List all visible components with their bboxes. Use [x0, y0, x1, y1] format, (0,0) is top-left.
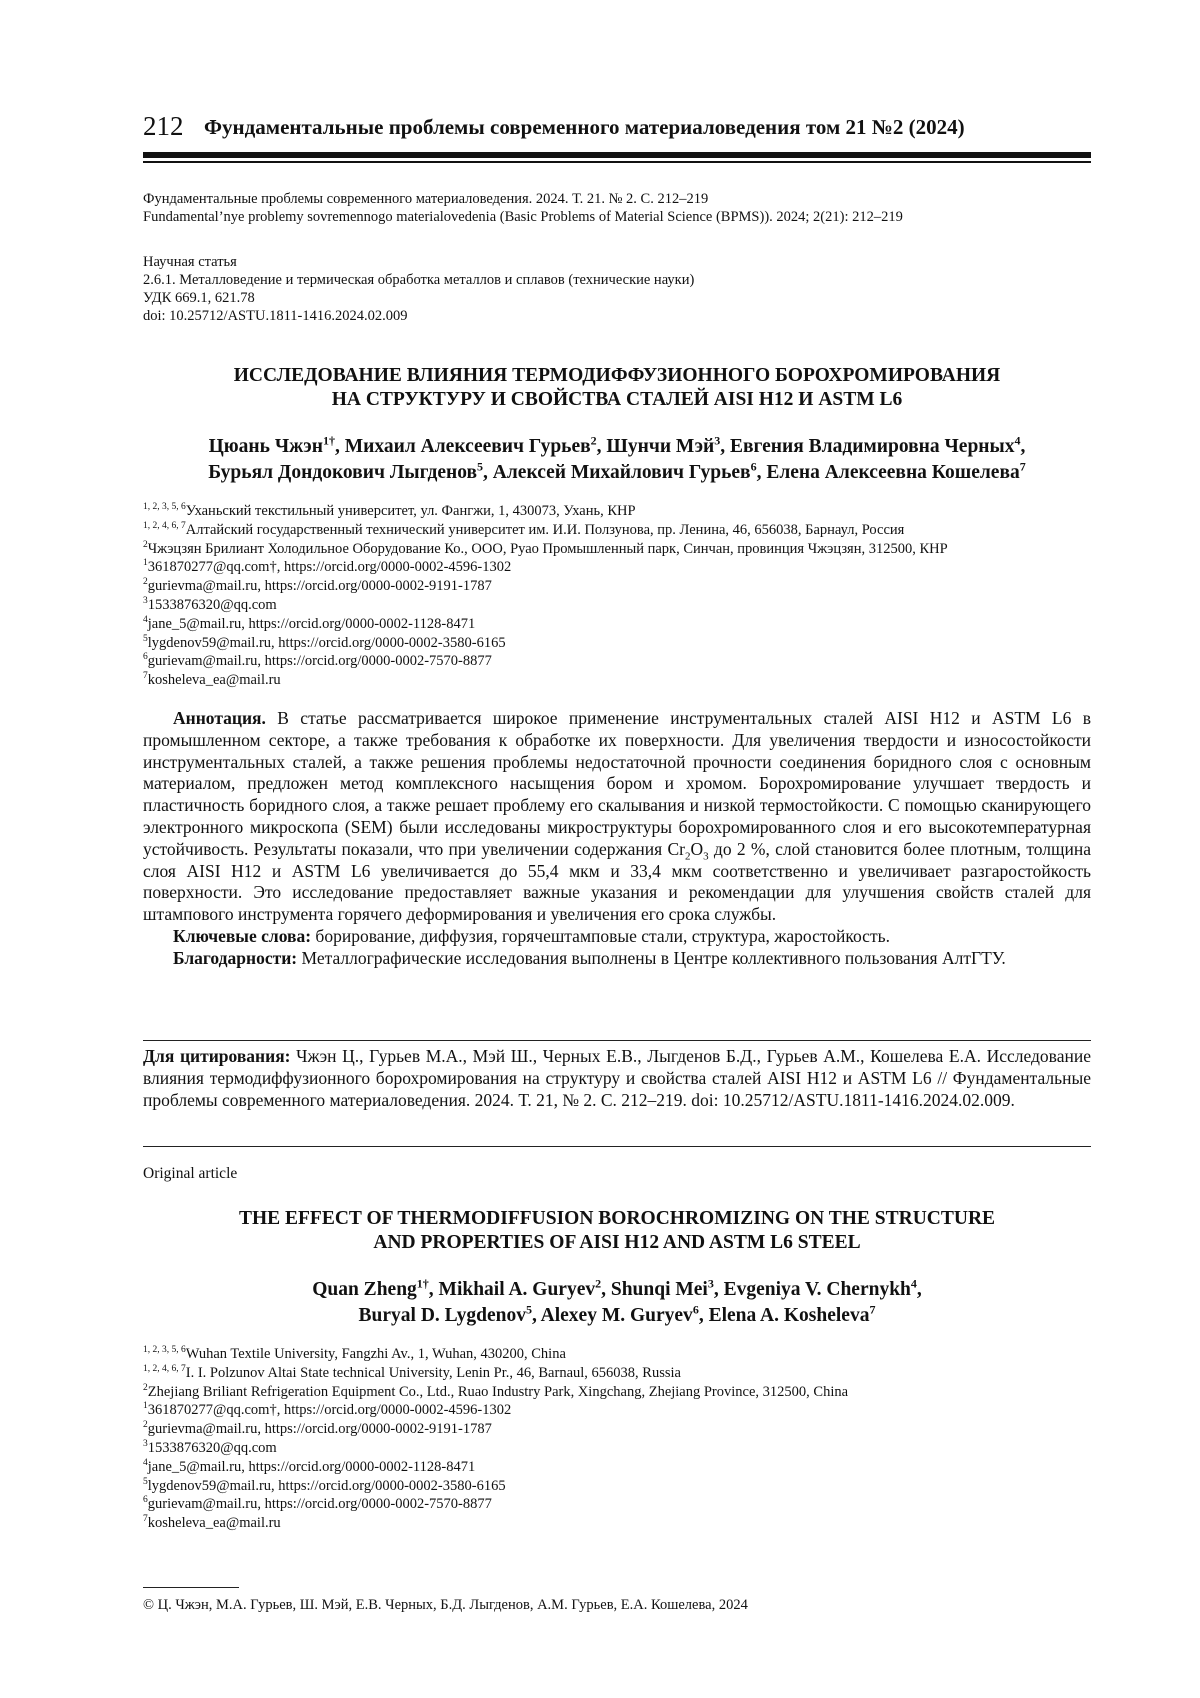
author-name: Alexey M. Guryev — [540, 1305, 693, 1326]
title-ru — [143, 364, 1091, 412]
author-name: Бурьял Дондокович Лыгденов — [208, 462, 478, 483]
contact-line: $^7$kosheleva_ea@mail.ru — [143, 1514, 281, 1532]
affiliation-line: $^{1, 2, 3, 5, 6}$Wuhan Textile University, Fangzhi Av., 1, Wuhan, 430200, China — [143, 1345, 566, 1362]
author-name: Цюань Чжэн — [208, 436, 323, 457]
citation-line-en: Fundamental’nye problemy sovremennogo materialovedenia (Basic Problems of Material Science (BPMS)). 2024; 2(21): 212–219 — [143, 209, 903, 225]
speciality-code: 2.6.1. Металловедение и термическая обработка металлов и сплавов (технические науки) — [143, 272, 695, 288]
author-sup: 6 — [750, 459, 757, 474]
contact-line: $^7$kosheleva_ea@mail.ru — [143, 671, 281, 689]
affiliation-line: $^{1, 2, 4, 6, 7}$I. I. Polzunov Altai State technical University, Lenin Pr., 46, Barnaul, 656038, Russia — [143, 1363, 681, 1381]
author-name: Evgeniya V. Chernykh — [723, 1279, 911, 1300]
article-type: Научная статья — [143, 254, 237, 270]
cite-rule-top — [143, 1040, 1091, 1041]
authors-en-line1: Quan Zheng$^{1\dagger}$, Mikhail A. Guryev$^2$, Shunqi Mei$^3$, Evgeniya V. Chernykh$^4$, — [312, 1276, 922, 1300]
authors-ru — [143, 434, 1091, 486]
author-sup: 6 — [692, 1302, 699, 1317]
author-sup: 5 — [477, 459, 484, 474]
contact-line: $^1$361870277@qq.com†, https://orcid.org/0000-0002-4596-1302 — [143, 558, 512, 576]
affiliations-ru — [143, 502, 1103, 690]
original-article-label: Original article — [143, 1165, 238, 1182]
author-name: Елена Алексеевна Кошелева — [766, 462, 1020, 483]
author-name: Mikhail A. Guryev — [438, 1279, 596, 1300]
contact-line: $^6$gurievam@mail.ru, https://orcid.org/0000-0002-7570-8877 — [143, 1495, 492, 1513]
abstract-section — [143, 708, 1091, 970]
contact-line: $^6$gurievam@mail.ru, https://orcid.org/0000-0002-7570-8877 — [143, 652, 492, 670]
author-name: Buryal D. Lygdenov — [358, 1305, 526, 1326]
author-sup: 3 — [707, 1276, 714, 1291]
author-sup: 3 — [714, 433, 721, 448]
title-en-line2: AND PROPERTIES OF AISI H12 AND ASTM L6 STEEL — [373, 1232, 861, 1253]
authors-ru-line2: Бурьял Дондокович Лыгденов$^5$, Алексей Михайлович Гурьев$^6$, Елена Алексеевна Кошелева$^7$ — [208, 459, 1026, 483]
contact-line: $^3$1533876320@qq.com — [143, 595, 277, 613]
keywords-label: Ключевые слова: — [173, 925, 312, 946]
author-name: Shunqi Mei — [610, 1279, 708, 1300]
copyright-notice: © Ц. Чжэн, М.А. Гурьев, Ш. Мэй, Е.В. Черных, Б.Д. Лыгденов, А.М. Гурьев, Е.А. Кошелева, 2024 — [143, 1597, 748, 1613]
title-ru-line1: ИССЛЕДОВАНИЕ ВЛИЯНИЯ ТЕРМОДИФФУЗИОННОГО БОРОХРОМИРОВАНИЯ — [233, 365, 1001, 386]
page-number: 212 — [143, 111, 184, 141]
author-sup: 1† — [322, 433, 335, 448]
abstract-label: Аннотация. — [173, 708, 266, 728]
citation-block — [143, 190, 1093, 226]
acknowledgements-label: Благодарности: — [173, 947, 298, 968]
cite-rule-bottom — [143, 1146, 1091, 1147]
affiliation-line: $^{1, 2, 3, 5, 6}$Уханьский текстильный университет, ул. Фангжи, 1, 430073, Ухань, КНР — [143, 502, 636, 519]
author-name: Шунчи Мэй — [606, 436, 715, 457]
keywords: Ключевые слова: борирование, диффузия, горячештамповые стали, структура, жаростойкость. — [173, 925, 890, 946]
affiliation-line: $^2$Чжэцзян Брилиант Холодильное Оборудование Ко., ООО, Руао Промышленный парк, Синчан, провинция Чжэцзян, 312500, КНР — [143, 539, 948, 557]
udc-code: УДК 669.1, 621.78 — [143, 290, 255, 306]
contact-line: $^5$lygdenov59@mail.ru, https://orcid.org/0000-0002-3580-6165 — [143, 1476, 506, 1494]
authors-en — [143, 1277, 1091, 1329]
author-sup: 4 — [1014, 433, 1021, 448]
contact-line: $^4$jane_5@mail.ru, https://orcid.org/0000-0002-1128-8471 — [143, 1457, 476, 1475]
header-rule-thin — [143, 161, 1091, 163]
author-sup: 5 — [525, 1302, 532, 1317]
footnote-rule — [143, 1587, 239, 1588]
acknowledgements: Благодарности: Металлографические исследования выполнены в Центре коллективного пользования АлтГТУ. — [173, 947, 1006, 968]
contact-line: $^5$lygdenov59@mail.ru, https://orcid.org/0000-0002-3580-6165 — [143, 633, 506, 651]
author-sup: 4 — [910, 1276, 917, 1291]
author-sup: 1† — [416, 1276, 429, 1291]
author-name: Quan Zheng — [312, 1279, 417, 1300]
author-sup: 7 — [869, 1302, 876, 1317]
header-rule-thick — [143, 152, 1091, 158]
authors-ru-line1: Цюань Чжэн$^{1\dagger}$, Михаил Алексеевич Гурьев$^2$, Шунчи Мэй$^3$, Евгения Владимировна Черных$^4$, — [208, 433, 1026, 457]
contact-line: $^1$361870277@qq.com†, https://orcid.org/0000-0002-4596-1302 — [143, 1401, 512, 1419]
affiliation-line: $^2$Zhejiang Briliant Refrigeration Equipment Co., Ltd., Ruao Industry Park, Xingchang, Zhejiang Province, 312500, China — [143, 1382, 849, 1400]
author-name: Евгения Владимировна Черных — [729, 436, 1015, 457]
author-sup: 2 — [590, 433, 597, 448]
title-en — [143, 1207, 1091, 1255]
article-meta — [143, 253, 1093, 325]
author-sup: 7 — [1019, 459, 1026, 474]
author-sup: 2 — [595, 1276, 602, 1291]
title-ru-line2: НА СТРУКТУРУ И СВОЙСТВА СТАЛЕЙ AISI H12 И ASTM L6 — [331, 389, 903, 410]
contact-line: $^3$1533876320@qq.com — [143, 1438, 277, 1456]
contact-line: $^2$gurievma@mail.ru, https://orcid.org/0000-0002-9191-1787 — [143, 577, 492, 595]
journal-title: Фундаментальные проблемы современного материаловедения том 21 №2 (2024) — [204, 115, 965, 139]
affiliations-en — [143, 1345, 1103, 1533]
how-to-cite-label: Для цитирования: — [143, 1046, 291, 1066]
authors-en-line2: Buryal D. Lygdenov$^5$, Alexey M. Guryev$^6$, Elena A. Kosheleva$^7$ — [358, 1302, 876, 1326]
abstract: Аннотация. В статье рассматривается широкое применение инструментальных сталей AISI H12 и ASTM L6 в промышленном секторе, а также требования к обработке их поверхности. Для увеличения твердости и износостойкости инструментальных сталей, а также решения проблемы недостаточной прочности соединения боридного слоя с основным материалом, предложен метод комплексного насыщения бором и хромом. Борохромирование улучшает твердость и пластичность боридного слоя, а также решает проблему его скалывания и низкой термостойкости. С помощью сканирующего электронного микроскопа (SEM) были исследованы микроструктуры борохромированного слоя и его высокотемпературная устойчивость. Результаты показали, что при увеличении содержания $Cr_2O_3$ до 2 %, слой становится более плотным, толщина слоя AISI H12 и ASTM L6 увеличивается до 55,4 мкм и 33,4 мкм соответственно и увеличивает разгаростойкость поверхности. Это исследование предоставляет важные указания и рекомендации для улучшения свойств сталей для штампового инструмента горячего деформирования и увеличения его срока службы. — [143, 708, 1091, 925]
doi: doi: 10.25712/ASTU.1811-1416.2024.02.009 — [143, 308, 408, 324]
author-name: Алексей Михайлович Гурьев — [492, 462, 751, 483]
contact-line: $^4$jane_5@mail.ru, https://orcid.org/0000-0002-1128-8471 — [143, 614, 476, 632]
author-name: Elena A. Kosheleva — [708, 1305, 870, 1326]
author-name: Михаил Алексеевич Гурьев — [344, 436, 591, 457]
how-to-cite: Для цитирования: Чжэн Ц., Гурьев М.А., Мэй Ш., Черных Е.В., Лыгденов Б.Д., Гурьев А.М., Кошелева Е.А. Исследование влияния термодиффузионного борохромирования на структуру и свойства сталей AISI H12 и ASTM L6 // Фундаментальные проблемы современного материаловедения. 2024. Т. 21, № 2. С. 212–219. doi: 10.25712/ASTU.1811-1416.2024.02.009. — [143, 1046, 1091, 1110]
title-en-line1: THE EFFECT OF THERMODIFFUSION BOROCHROMIZING ON THE STRUCTURE — [238, 1208, 996, 1229]
affiliation-line: $^{1, 2, 4, 6, 7}$Алтайский государственный технический университет им. И.И. Ползунова, пр. Ленина, 46, 656038, Барнаул, Россия — [143, 520, 905, 538]
contact-line: $^2$gurievma@mail.ru, https://orcid.org/0000-0002-9191-1787 — [143, 1420, 492, 1438]
citation-line-ru: Фундаментальные проблемы современного материаловедения. 2024. Т. 21. № 2. С. 212–219 — [143, 191, 709, 207]
